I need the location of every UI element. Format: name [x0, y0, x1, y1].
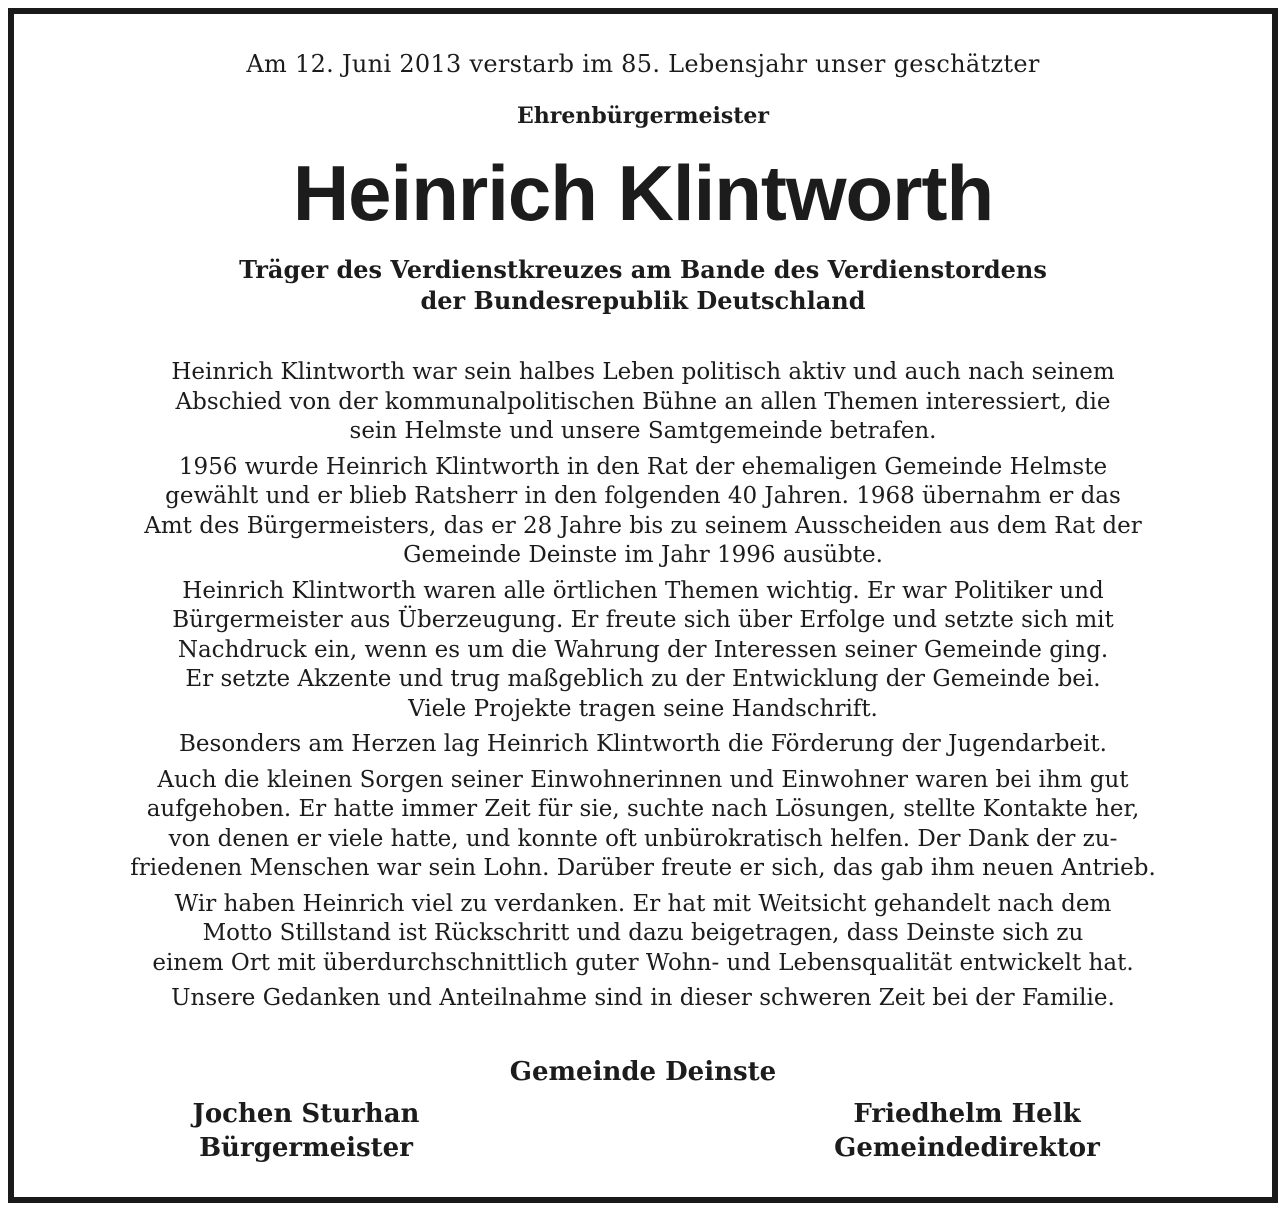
text-line: Er setzte Akzente und trug maßgeblich zu der Entwicklung der Gemeinde bei.: [185, 666, 1101, 692]
paragraph: [14, 890, 1272, 979]
paragraph: [14, 358, 1272, 447]
honorary-title: Ehrenbürgermeister: [516, 103, 770, 129]
text-line: aufgehoben. Er hatte immer Zeit für sie, suchte nach Lösungen, stellte Kontakte her,: [146, 796, 1140, 822]
text-line: 1956 wurde Heinrich Klintworth in den Rat der ehemaligen Gemeinde Helmste: [178, 453, 1108, 480]
text-line: sein Helmste und unsere Samtgemeinde betrafen.: [349, 418, 937, 444]
paragraph: [14, 453, 1272, 571]
text-line: Heinrich Klintworth war sein halbes Leben politisch aktiv und auch nach seinem: [171, 359, 1115, 385]
intro-line: Am 12. Juni 2013 verstarb im 85. Lebensjahr unser geschätzter: [246, 50, 1040, 78]
text-line: Unsere Gedanken und Anteilnahme sind in dieser schweren Zeit bei der Familie.: [171, 985, 1115, 1011]
text-line: Bürgermeister aus Überzeugung. Er freute sich über Erfolge und setzte sich mit: [172, 607, 1114, 633]
text-line: Amt des Bürgermeisters, das er 28 Jahre bis zu seinem Ausscheiden aus dem Rat der: [144, 512, 1142, 539]
honor-line: der Bundesrepublik Deutschland: [420, 286, 866, 315]
text-line: gewählt und er blieb Ratsherr in den folgenden 40 Jahren. 1968 übernahm er das: [165, 483, 1121, 509]
text-line: Abschied von der kommunalpolitischen Bühne an allen Themen interessiert, die: [175, 388, 1111, 415]
paragraph: [14, 577, 1272, 725]
text-line: Auch die kleinen Sorgen seiner Einwohnerinnen und Einwohner waren bei ihm gut: [157, 766, 1129, 793]
signatory-name: Friedhelm Helk: [853, 1099, 1081, 1129]
honor-line: Träger des Verdienstkreuzes am Bande des Verdienstordens: [239, 255, 1047, 284]
text-line: friedenen Menschen war sein Lohn. Darüber freute er sich, das gab ihm neuen Antrieb.: [130, 855, 1156, 881]
text-line: Besonders am Herzen lag Heinrich Klintworth die Förderung der Jugendarbeit.: [179, 731, 1107, 757]
signatory-title: Bürgermeister: [199, 1133, 413, 1163]
text-line: von denen er viele hatte, und konnte oft unbürokratisch helfen. Der Dank der zu-: [168, 825, 1118, 852]
paragraph: [14, 984, 1272, 1014]
signatory-title: Gemeindedirektor: [834, 1133, 1100, 1163]
text-line: Gemeinde Deinste im Jahr 1996 ausübte.: [403, 542, 883, 568]
text-line: einem Ort mit überdurchschnittlich guter Wohn- und Lebensqualität entwickelt hat.: [152, 949, 1134, 976]
text-line: Viele Projekte tragen seine Handschrift.: [408, 695, 878, 722]
tribute-text: [14, 358, 1272, 1020]
text-line: Wir haben Heinrich viel zu verdanken. Er hat mit Weitsicht gehandelt nach dem: [174, 890, 1112, 917]
signatory-director: [812, 1097, 1122, 1165]
signatory-mayor: [176, 1097, 436, 1165]
obituary-notice: [8, 8, 1278, 1203]
signatory-name: Jochen Sturhan: [192, 1099, 420, 1129]
paragraph: [14, 766, 1272, 884]
text-line: Heinrich Klintworth waren alle örtlichen Themen wichtig. Er war Politiker und: [182, 577, 1104, 604]
paragraph: [14, 730, 1272, 760]
honor-text: [14, 254, 1272, 316]
organization-name: Gemeinde Deinste: [509, 1057, 777, 1087]
deceased-name: Heinrich Klintworth: [292, 149, 994, 237]
text-line: Nachdruck ein, wenn es um die Wahrung der Interessen seiner Gemeinde ging.: [177, 636, 1109, 663]
text-line: Motto Stillstand ist Rückschritt und dazu beigetragen, dass Deinste sich zu: [202, 920, 1084, 946]
